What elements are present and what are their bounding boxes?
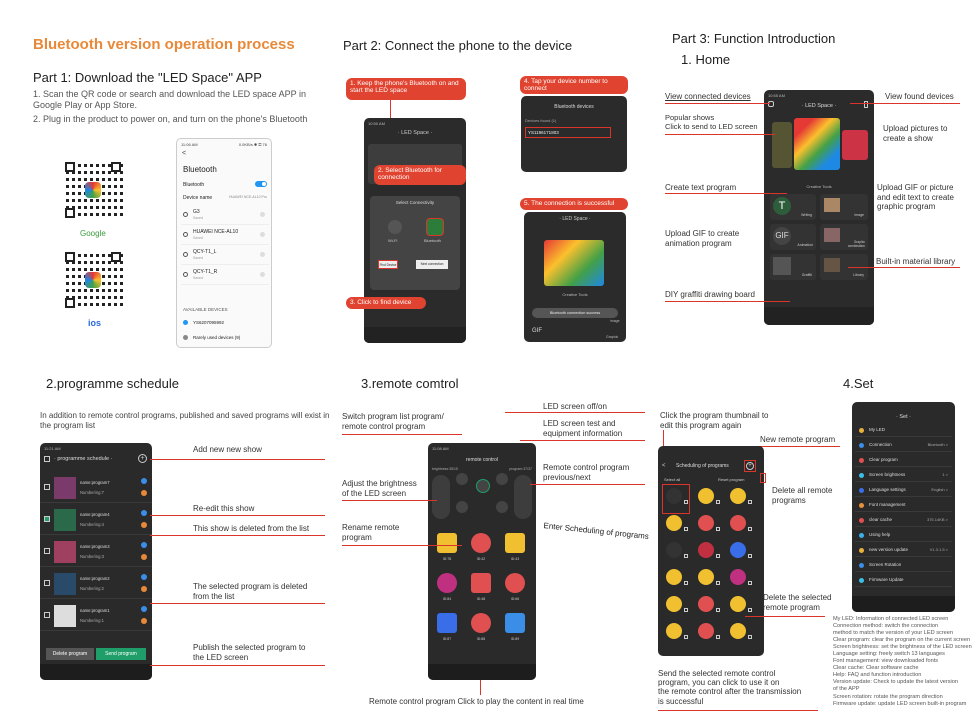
scheduling-program-tile[interactable] <box>726 594 754 618</box>
scheduling-program-tile[interactable] <box>726 567 754 591</box>
info-icon[interactable] <box>260 212 265 217</box>
tile-checkbox[interactable] <box>716 527 720 531</box>
paired-devices-list <box>177 207 272 287</box>
program-thumb <box>505 573 525 593</box>
enter-scheduling-label: Enter Scheduling of programs <box>543 521 650 542</box>
program-thumb <box>666 569 682 585</box>
remote-program-grid <box>432 531 532 651</box>
program-id: ID:43 <box>510 557 520 561</box>
settings-row[interactable] <box>855 469 952 482</box>
settings-note-line: Connection method: switch the connection <box>833 623 939 630</box>
info-icon[interactable] <box>260 232 265 237</box>
paired-device-name: QCY-T1_L <box>193 249 217 255</box>
program-list-toggle[interactable] <box>456 473 468 485</box>
paired-device-status: Saved <box>193 276 203 280</box>
connectivity-dialog: Select Connectivity Wi-Fi Bluetooth Find Device Next connection <box>370 196 460 290</box>
next-connection-button[interactable]: Next connection <box>416 260 448 269</box>
scheduling-phone: < Scheduling of programs + Select all Reset program <box>658 446 764 656</box>
program-thumb <box>698 515 714 531</box>
tile-checkbox[interactable] <box>748 635 752 639</box>
bluetooth-toggle[interactable] <box>255 181 267 187</box>
settings-label: Clear program <box>869 457 898 462</box>
paired-device[interactable] <box>181 267 269 285</box>
remote-program-tile[interactable] <box>500 571 530 607</box>
program-row[interactable] <box>40 537 152 567</box>
program-row[interactable] <box>40 473 152 503</box>
program-thumb <box>666 488 682 504</box>
program-thumb <box>730 515 746 531</box>
scheduling-program-tile[interactable] <box>662 513 690 537</box>
remote-program-tile[interactable] <box>432 611 462 647</box>
image-tool[interactable]: image <box>820 194 868 220</box>
remote-program-tile[interactable] <box>432 531 462 567</box>
program-thumb <box>666 515 682 531</box>
program-list <box>40 473 152 633</box>
program-row[interactable] <box>40 601 152 631</box>
program-thumb[interactable] <box>54 573 76 595</box>
program-id: ID:66 <box>510 597 520 601</box>
rename-button[interactable] <box>456 501 468 513</box>
part1-step1: 1. Scan the QR code or search and download the LED space APP in Google Play or App Store. <box>33 89 307 110</box>
paired-device-status: Saved <box>193 256 203 260</box>
remote-program-tile[interactable] <box>466 611 496 647</box>
settings-note-line: Clear program: clear the program on the current screen <box>833 637 971 644</box>
send-program-button[interactable]: Send program <box>96 648 146 660</box>
settings-icon <box>859 563 864 568</box>
scheduling-program-tile[interactable] <box>662 567 690 591</box>
select-all-checkbox[interactable] <box>44 456 50 462</box>
program-thumb <box>505 613 525 633</box>
settings-row[interactable] <box>855 424 952 437</box>
program-id: ID:88 <box>476 637 486 641</box>
settings-value: English > <box>931 487 948 492</box>
program-thumb <box>730 569 746 585</box>
settings-row[interactable] <box>855 439 952 452</box>
back-icon[interactable]: < <box>182 150 187 157</box>
paired-device[interactable] <box>181 227 269 245</box>
program-number: Numbering:3 <box>80 554 104 559</box>
headset-icon <box>183 212 188 217</box>
tile-checkbox[interactable] <box>684 608 688 612</box>
program-thumb <box>471 533 491 553</box>
scheduling-program-tile[interactable] <box>694 540 722 564</box>
scheduling-button[interactable] <box>496 501 508 513</box>
paired-device-name: QCY-T1_R <box>193 269 218 275</box>
program-number: Numbering:2 <box>80 586 104 591</box>
program-thumb <box>471 613 491 633</box>
scheduling-program-tile[interactable] <box>694 513 722 537</box>
program-thumb[interactable] <box>54 605 76 627</box>
tile-checkbox[interactable] <box>748 608 752 612</box>
headset-icon <box>183 232 188 237</box>
tile-checkbox[interactable] <box>684 527 688 531</box>
popular-show-thumb[interactable] <box>794 118 840 170</box>
settings-label: clear cache <box>869 517 893 522</box>
settings-label: Language settings <box>869 487 906 492</box>
graphic-tool[interactable]: Graphic combination <box>820 224 868 250</box>
program-thumb <box>730 542 746 558</box>
tile-checkbox[interactable] <box>684 581 688 585</box>
settings-label: Screen brightness <box>869 472 906 477</box>
settings-icon <box>859 518 864 523</box>
connected-phone: · LED Space · Creative Tools Bluetooth connection success image GIF Graphic <box>524 212 626 342</box>
program-thumb <box>698 542 714 558</box>
edit-icon[interactable] <box>141 478 147 484</box>
part1-title: Part 1: Download the "LED Space" APP <box>33 70 262 85</box>
delete-program-button[interactable]: Delete program <box>46 648 94 660</box>
prev-next-control[interactable] <box>514 475 532 519</box>
program-thumb <box>730 596 746 612</box>
program-number: Numbering:7 <box>80 490 104 495</box>
tile-checkbox[interactable] <box>716 500 720 504</box>
settings-value: 1 > <box>942 472 948 477</box>
program-number: Numbering:4 <box>80 522 104 527</box>
program-thumb <box>471 573 491 593</box>
settings-label: Firmware Update <box>869 577 904 582</box>
settings-icon <box>859 578 864 583</box>
paired-device-status: Saved <box>193 236 203 240</box>
scheduling-program-tile[interactable] <box>662 540 690 564</box>
settings-note-line: My LED: Information of connected LED screen <box>833 616 949 622</box>
tile-checkbox[interactable] <box>716 635 720 639</box>
set-phone: · Set · My LED Connection Bluetooth > Clear program Screen brightness 1 > Language settings English > Font management clear cache 375.14KB > Using help new version update V1.3.1.5 > Screen Rotation Firmware Update <box>852 402 955 612</box>
program-id: ID:87 <box>442 637 452 641</box>
animation-tool[interactable]: GIF Animation <box>770 224 816 250</box>
scheduling-program-tile[interactable] <box>694 486 722 510</box>
settings-note-line: of the APP <box>833 686 860 693</box>
edit-icon[interactable] <box>141 606 147 612</box>
program-thumb <box>698 488 714 504</box>
settings-icon <box>859 488 864 493</box>
brightness-control[interactable] <box>432 475 450 519</box>
tile-checkbox[interactable] <box>748 581 752 585</box>
connect-phone: 10:50 AM · LED Space · Select Connectivity Wi-Fi Bluetooth Find Device Next connection <box>364 118 466 343</box>
row-checkbox[interactable] <box>44 548 50 554</box>
callout-3: 3. Click to find device <box>346 297 426 309</box>
scheduling-program-tile[interactable] <box>726 540 754 564</box>
headset-icon <box>183 272 188 277</box>
home-phone: 10:55 AM · LED Space · Creative Tools T Writing image GIF Animation Graphic combination Graffiti Library <box>764 90 874 325</box>
settings-note-line: Firmware update: update LED screen built-in program <box>833 700 967 707</box>
headset-icon <box>183 252 188 257</box>
settings-row[interactable] <box>855 544 952 557</box>
paired-device[interactable] <box>181 247 269 265</box>
scheduling-program-tile[interactable] <box>694 594 722 618</box>
program-row[interactable] <box>40 505 152 535</box>
program-id: ID:42 <box>476 557 486 561</box>
remote-program-tile[interactable] <box>432 571 462 607</box>
writing-tool[interactable]: T Writing <box>770 194 816 220</box>
qr-google-label: Google <box>80 229 106 238</box>
callout-1: 1. Keep the phone's Bluetooth on and start the LED space <box>346 78 466 100</box>
paired-device-name: G3 <box>193 209 200 215</box>
settings-row[interactable] <box>855 574 952 587</box>
settings-label: Using help <box>869 532 891 537</box>
info-button[interactable] <box>496 473 508 485</box>
program-id: ID:78 <box>442 557 452 561</box>
settings-row[interactable] <box>855 529 952 542</box>
tile-checkbox[interactable] <box>684 635 688 639</box>
program-thumb[interactable] <box>54 541 76 563</box>
settings-row[interactable] <box>855 484 952 497</box>
settings-note-line: Screen brightness: set the brightness of the LED screen <box>833 644 972 651</box>
tile-checkbox[interactable] <box>716 608 720 612</box>
delete-icon[interactable] <box>141 522 147 528</box>
program-id: ID:84 <box>442 597 452 601</box>
paired-device[interactable] <box>181 207 269 225</box>
settings-value: Bluetooth > <box>927 442 948 447</box>
program-thumb <box>666 623 682 639</box>
bluetooth-settings-phone: 11:06 AM 0.0KB/s ✱ ⚿ 76 < Bluetooth Bluetooth Device name HUAWEI NCE-AL10 Pro G3 Saved HUAWEI NCE-AL10 Saved QCY-T1_L Saved QCY-T1_R Saved AVAILABLE DEVICES YS6207095992 Rarely used devices (9) <box>176 138 272 348</box>
scheduling-program-tile[interactable] <box>662 486 690 510</box>
part1-step2: 2. Plug in the product to power on, and turn on the phone's Bluetooth <box>33 114 308 124</box>
add-program-button[interactable]: + <box>138 454 147 463</box>
edit-icon[interactable] <box>141 574 147 580</box>
back-icon[interactable]: < <box>662 463 666 469</box>
settings-icon <box>859 503 864 508</box>
remote-program-tile[interactable] <box>500 611 530 647</box>
edit-icon[interactable] <box>141 542 147 548</box>
settings-label: My LED <box>869 427 886 432</box>
settings-icon <box>859 428 864 433</box>
program-name: name:program1 <box>80 608 110 613</box>
program-id: ID:89 <box>510 637 520 641</box>
settings-icon <box>859 533 864 538</box>
program-thumb <box>698 623 714 639</box>
ios-qr-code[interactable] <box>63 250 123 310</box>
program-thumb <box>437 573 457 593</box>
qr-ios-label: ios <box>88 318 102 328</box>
row-checkbox[interactable] <box>44 484 50 490</box>
device-icon <box>183 335 188 340</box>
callout-2: 2. Select Bluetooth for connection <box>374 165 466 185</box>
program-name: name:program2 <box>80 576 110 581</box>
set-title: 4.Set <box>843 376 874 391</box>
settings-notes <box>833 616 973 708</box>
info-icon[interactable] <box>260 272 265 277</box>
main-title: Bluetooth version operation process <box>33 36 295 53</box>
bluetooth-option[interactable] <box>426 218 444 236</box>
tile-checkbox[interactable] <box>716 581 720 585</box>
program-thumb <box>666 596 682 612</box>
settings-note-line: method to match the version of your LED screen <box>833 630 954 637</box>
remote-phone: 11:08 AM remote control brightness:35/15 program:37/37 ID:78 ID:42 ID:43 ID:84 ID:48 ID:66 ID:87 ID:88 ID:89 <box>428 443 536 680</box>
row-checkbox[interactable] <box>44 516 50 522</box>
part3-title: Part 3: Function Introduction <box>672 31 836 46</box>
program-thumb <box>698 596 714 612</box>
settings-value: V1.3.1.5 > <box>929 547 948 552</box>
scheduling-grid <box>662 486 760 646</box>
settings-label: Screen Rotation <box>869 562 902 567</box>
program-thumb <box>437 613 457 633</box>
row-checkbox[interactable] <box>44 580 50 586</box>
tile-checkbox[interactable] <box>684 554 688 558</box>
power-button[interactable] <box>476 479 490 493</box>
remote-title: 3.remote comtrol <box>361 376 459 391</box>
settings-label: new version update <box>869 547 909 552</box>
tile-checkbox[interactable] <box>716 554 720 558</box>
settings-note-line: Language setting: freely switch 13 languages <box>833 651 945 658</box>
available-device[interactable]: YS6207095992 <box>193 320 225 325</box>
delete-icon[interactable] <box>141 618 147 624</box>
program-thumb[interactable] <box>54 509 76 531</box>
remote-program-tile[interactable] <box>466 571 496 607</box>
tile-checkbox[interactable] <box>684 500 688 504</box>
device-icon <box>183 320 188 325</box>
new-remote-program-button[interactable]: + <box>746 462 754 470</box>
settings-row[interactable] <box>855 514 952 527</box>
program-thumb <box>437 533 457 553</box>
settings-icon <box>859 473 864 478</box>
settings-row[interactable] <box>855 559 952 572</box>
program-thumb <box>505 533 525 553</box>
toast-connection-success: Bluetooth connection success <box>532 308 618 318</box>
program-thumb <box>666 542 682 558</box>
program-row[interactable] <box>40 569 152 599</box>
scheduling-program-tile[interactable] <box>726 513 754 537</box>
program-id: ID:48 <box>476 597 486 601</box>
scheduling-program-tile[interactable] <box>694 621 722 645</box>
info-icon[interactable] <box>260 252 265 257</box>
settings-icon <box>859 548 864 553</box>
scheduling-program-tile[interactable] <box>726 621 754 645</box>
delete-icon[interactable] <box>141 490 147 496</box>
schedule-phone: 11:21 AM · programme schedule · + name:program7 Numbering:7 name:program4 Numbering:4 name:program3 Numbering:3 name:program2 Numbering:2 name:program1 Numbering:1 Delete program Send program <box>40 443 152 680</box>
wifi-icon[interactable] <box>388 220 402 234</box>
settings-list <box>852 424 955 589</box>
program-name: name:program3 <box>80 544 110 549</box>
settings-note-line: Version update: Check to update the latest version <box>833 679 959 686</box>
tile-checkbox[interactable] <box>748 554 752 558</box>
scheduling-program-tile[interactable] <box>662 594 690 618</box>
part2-title: Part 2: Connect the phone to the device <box>343 38 573 53</box>
settings-row[interactable] <box>855 454 952 467</box>
remote-program-tile[interactable] <box>500 531 530 567</box>
program-thumb <box>730 488 746 504</box>
delete-icon[interactable] <box>141 554 147 560</box>
part3-subtitle: 1. Home <box>681 52 731 67</box>
graffiti-tool[interactable]: Graffiti <box>770 254 816 280</box>
callout-4: 4. Tap your device number to connect <box>520 76 628 94</box>
settings-label: Font management <box>869 502 906 507</box>
paired-device-status: Saved <box>193 216 203 220</box>
library-tool[interactable]: Library <box>820 254 868 280</box>
callout-5: 5. The connection is successful <box>520 198 628 210</box>
program-name: name:program4 <box>80 512 110 517</box>
program-name: name:program7 <box>80 480 110 485</box>
remote-program-tile[interactable] <box>466 531 496 567</box>
rarely-used-devices[interactable]: Rarely used devices (9) <box>193 335 241 340</box>
settings-row[interactable] <box>855 499 952 512</box>
bt-page-title: Bluetooth <box>183 165 217 174</box>
settings-note-line: Clear cache: Clear software cache <box>833 665 919 672</box>
schedule-title: 2.programme schedule <box>46 376 179 391</box>
settings-note-line: Screen rotation: rotate the program direction <box>833 693 943 700</box>
row-checkbox[interactable] <box>44 612 50 618</box>
settings-icon <box>859 443 864 448</box>
program-number: Numbering:1 <box>80 618 104 623</box>
settings-note-line: Font management: view downloaded fonts <box>833 658 939 665</box>
settings-icon <box>859 458 864 463</box>
found-device[interactable]: YS1196171803 <box>528 130 559 135</box>
find-device-button[interactable]: Find Device <box>378 260 398 269</box>
scheduling-program-tile[interactable] <box>726 486 754 510</box>
settings-value: 375.14KB > <box>926 517 948 522</box>
scheduling-program-tile[interactable] <box>662 621 690 645</box>
bt-devices-phone: Bluetooth devices Devices found (1) YS1196171803 <box>521 96 627 172</box>
edit-icon[interactable] <box>141 510 147 516</box>
scheduling-program-tile[interactable] <box>694 567 722 591</box>
program-thumb <box>698 569 714 585</box>
delete-icon[interactable] <box>141 586 147 592</box>
google-qr-code[interactable] <box>63 160 123 220</box>
paired-device-name: HUAWEI NCE-AL10 <box>193 229 239 235</box>
settings-note-line: Help: FAQ and function introduction <box>833 672 922 679</box>
tile-checkbox[interactable] <box>748 500 752 504</box>
link-icon[interactable] <box>768 101 774 107</box>
program-thumb[interactable] <box>54 477 76 499</box>
program-thumb <box>730 623 746 639</box>
tile-checkbox[interactable] <box>748 527 752 531</box>
settings-label: Connection <box>869 442 892 447</box>
